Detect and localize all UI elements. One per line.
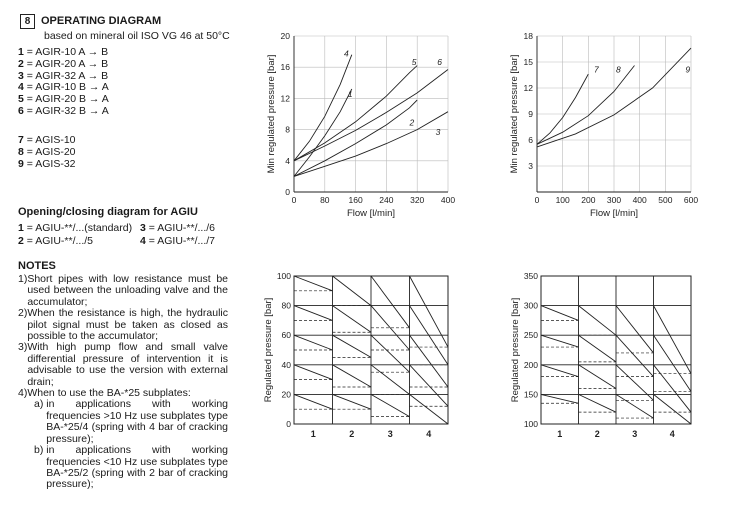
y-tick-label: 100 xyxy=(523,419,538,429)
y-tick-label: 80 xyxy=(281,300,291,311)
series-label-7: 7 xyxy=(593,64,599,75)
legend-item: 9 = AGIS-32 xyxy=(18,157,76,170)
x-tick-label: 2 xyxy=(349,429,355,439)
legend-agis xyxy=(18,135,76,170)
x-tick-label: 300 xyxy=(606,195,622,205)
legend-item: 8 = AGIS-20 xyxy=(18,145,76,158)
hysteresis-line xyxy=(579,394,617,412)
section-title: OPERATING DIAGRAM xyxy=(41,15,162,27)
series-label-2: 2 xyxy=(409,117,415,128)
hysteresis-line xyxy=(541,335,579,347)
section-subtitle: based on mineral oil ISO VG 46 at 50°C xyxy=(44,30,230,42)
hysteresis-line xyxy=(371,276,410,328)
x-tick-label: 320 xyxy=(410,195,425,205)
y-tick-label: 20 xyxy=(281,389,291,400)
legend-item: 2 = AGIR-20 A → B xyxy=(18,57,109,70)
hysteresis-line xyxy=(333,365,372,387)
y-tick-label: 3 xyxy=(528,161,533,171)
y-tick-label: 250 xyxy=(523,330,538,341)
y-axis-label: Min regulated pressure [bar] xyxy=(266,54,277,174)
hysteresis-line xyxy=(654,365,692,412)
hysteresis-line xyxy=(541,306,579,321)
hysteresis-line xyxy=(579,306,617,336)
y-tick-label: 200 xyxy=(523,359,538,370)
hysteresis-line xyxy=(541,365,579,377)
y-tick-label: 8 xyxy=(285,124,290,135)
hysteresis-line xyxy=(294,335,333,350)
x-tick-label: 80 xyxy=(320,195,330,205)
series-label-1: 1 xyxy=(347,88,353,99)
legend-item: 6 = AGIR-32 B → A xyxy=(18,104,109,117)
legend-item: 4 = AGIR-10 B → A xyxy=(18,81,109,94)
x-tick-label: 1 xyxy=(557,429,563,439)
hysteresis-line xyxy=(616,306,654,353)
agiu-item: 1 = AGIU-**/...(standard) xyxy=(18,222,133,234)
y-tick-label: 100 xyxy=(276,271,291,281)
series-line-4 xyxy=(294,55,352,161)
hysteresis-line xyxy=(654,394,692,424)
notes-title: NOTES xyxy=(18,260,56,272)
hysteresis-line xyxy=(410,365,449,406)
hysteresis-line xyxy=(333,276,372,306)
y-tick-label: 15 xyxy=(523,57,533,67)
agiu-title: Opening/closing diagram for AGIU xyxy=(18,206,198,218)
x-tick-label: 1 xyxy=(310,429,316,439)
x-tick-label: 3 xyxy=(387,429,393,439)
y-tick-label: 12 xyxy=(523,83,533,93)
x-tick-label: 400 xyxy=(632,195,647,205)
hysteresis-line xyxy=(410,276,449,347)
series-label-4: 4 xyxy=(344,48,349,59)
y-axis-label: Regulated pressure [bar] xyxy=(263,297,274,403)
series-line-8 xyxy=(537,66,635,145)
hysteresis-line xyxy=(371,365,410,395)
hysteresis-line xyxy=(294,276,333,291)
y-tick-label: 150 xyxy=(523,389,538,400)
hysteresis-line xyxy=(333,306,372,333)
chart-agiu-open-close-100 xyxy=(262,268,462,448)
section-number: 8 xyxy=(20,14,35,29)
y-tick-label: 40 xyxy=(281,359,291,370)
x-tick-label: 2 xyxy=(594,429,600,439)
hysteresis-line xyxy=(294,394,333,409)
y-tick-label: 60 xyxy=(281,330,291,341)
hysteresis-line xyxy=(410,335,449,387)
x-tick-label: 200 xyxy=(581,195,596,205)
agiu-legend xyxy=(18,222,215,247)
y-tick-label: 350 xyxy=(523,271,538,281)
legend-item: 1 = AGIR-10 A → B xyxy=(18,46,109,58)
x-tick-label: 160 xyxy=(348,195,363,205)
chart-agiu-open-close-350 xyxy=(505,268,705,448)
note-subitem: a) in applications with working frequencies >10 Hz use subplates type BA-*25/4 (spring with 4 bar of cracking pressure); xyxy=(34,398,228,445)
legend-agir xyxy=(18,47,109,118)
series-line-1 xyxy=(294,89,352,176)
x-tick-label: 240 xyxy=(379,195,394,205)
legend-item: 7 = AGIS-10 xyxy=(18,134,76,146)
series-label-8: 8 xyxy=(616,64,621,75)
y-tick-label: 16 xyxy=(280,62,290,73)
note-item: 3) With high pump flow and small valve differential pressure of intervention it is advisable to use the version with external drain; xyxy=(18,341,228,388)
y-tick-label: 0 xyxy=(286,419,291,429)
hysteresis-line xyxy=(371,335,410,372)
x-tick-label: 4 xyxy=(669,429,675,439)
note-item: 4) When to use the BA-*25 subplates: xyxy=(18,387,191,400)
hysteresis-line xyxy=(616,394,654,418)
x-tick-label: 600 xyxy=(683,195,699,205)
hysteresis-line xyxy=(333,335,372,357)
hysteresis-line xyxy=(410,394,449,424)
x-tick-label: 0 xyxy=(291,195,297,205)
agiu-item: 3 = AGIU-**/.../6 xyxy=(140,222,215,234)
y-tick-label: 4 xyxy=(285,155,290,166)
hysteresis-line xyxy=(579,365,617,389)
note-item: 1) Short pipes with low resistance must be used between the unloading valve and the accumulator; xyxy=(18,273,228,308)
y-axis-label: Regulated pressure [bar] xyxy=(510,297,521,403)
y-tick-label: 9 xyxy=(528,109,533,119)
hysteresis-line xyxy=(371,394,410,416)
series-label-9: 9 xyxy=(685,64,691,75)
note-subitem: b) in applications with working frequencies <10 Hz use subplates type BA-*25/2 (spring with 2 bar of cracking pressure); xyxy=(34,444,228,491)
y-tick-label: 0 xyxy=(285,187,290,197)
legend-item: 3 = AGIR-32 A → B xyxy=(18,69,109,82)
x-tick-label: 400 xyxy=(440,195,456,205)
y-tick-label: 300 xyxy=(523,300,538,311)
notes-list xyxy=(18,274,228,491)
x-tick-label: 500 xyxy=(658,195,673,205)
x-axis-label: Flow [l/min] xyxy=(589,208,639,218)
hysteresis-line xyxy=(333,394,372,409)
agiu-item: 4 = AGIU-**/.../7 xyxy=(140,234,215,247)
y-tick-label: 18 xyxy=(523,31,533,41)
series-label-5: 5 xyxy=(411,56,417,67)
y-tick-label: 20 xyxy=(280,31,290,41)
x-axis-label: Flow [l/min] xyxy=(346,208,396,218)
agiu-item: 2 = AGIU-**/.../5 xyxy=(18,234,93,247)
hysteresis-line xyxy=(541,394,579,403)
chart-agis-pressure-flow xyxy=(505,28,705,218)
x-tick-label: 100 xyxy=(555,195,570,205)
y-tick-label: 6 xyxy=(528,135,533,145)
x-tick-label: 4 xyxy=(426,429,432,439)
x-tick-label: 0 xyxy=(534,195,540,205)
y-axis-label: Min regulated pressure [bar] xyxy=(509,54,520,174)
series-label-6: 6 xyxy=(437,56,442,67)
hysteresis-line xyxy=(579,335,617,362)
y-tick-label: 12 xyxy=(280,93,290,104)
note-item: 2) When the resistance is high, the hydraulic pilot signal must be taken as closed as possible to the accumulator; xyxy=(18,307,228,343)
series-label-3: 3 xyxy=(435,127,441,138)
hysteresis-line xyxy=(294,365,333,380)
chart-agir-pressure-flow xyxy=(262,28,462,218)
x-tick-label: 3 xyxy=(632,429,638,439)
hysteresis-line xyxy=(294,306,333,321)
legend-item: 5 = AGIR-20 B → A xyxy=(18,93,109,106)
